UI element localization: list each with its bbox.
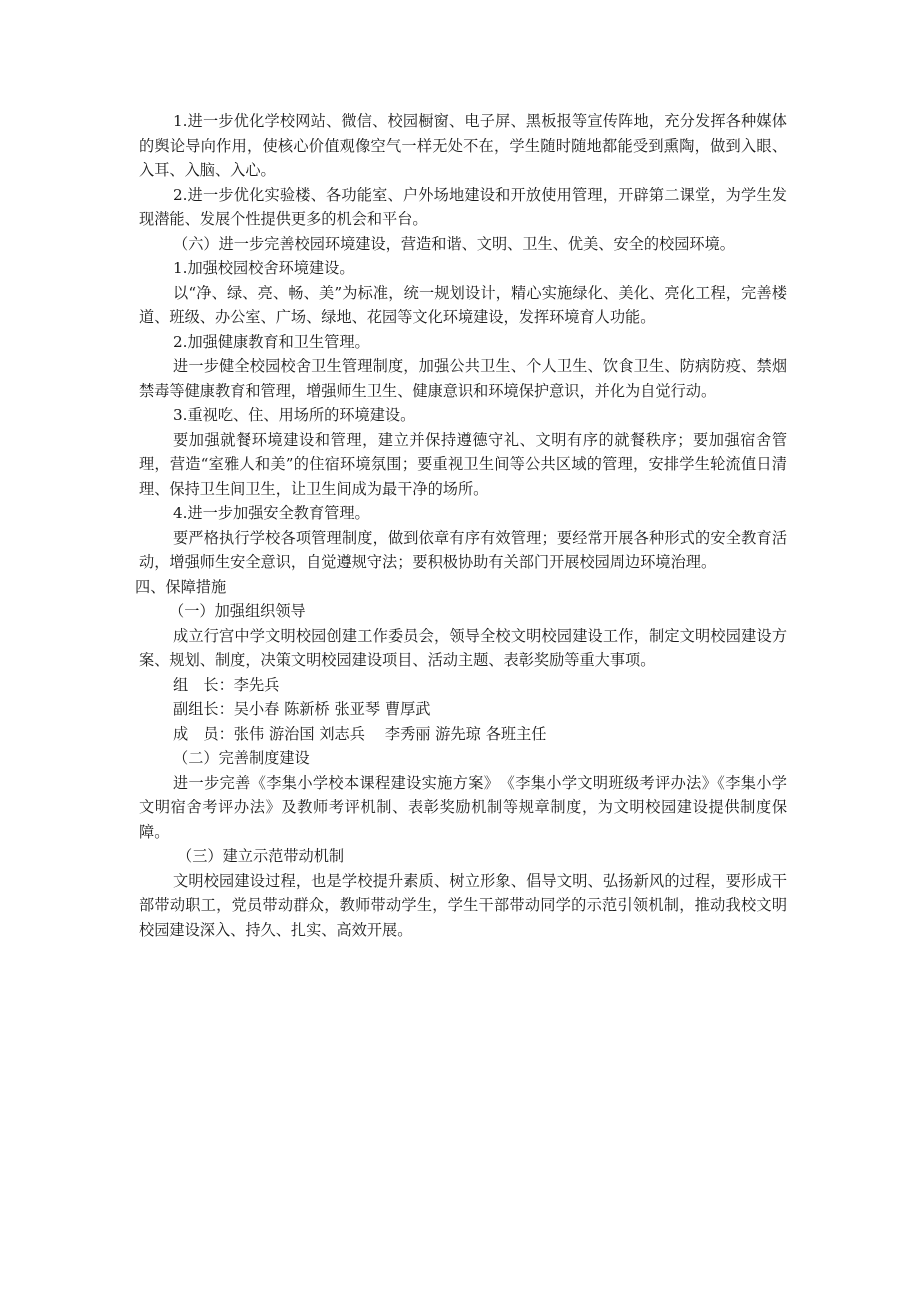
paragraph-leadership: 成立行宫中学文明校园创建工作委员会，领导全校文明校园建设工作，制定文明校园建设方案、规划、制度，决策文明校园建设项目、活动主题、表彰奖励等重大事项。 xyxy=(139,626,787,669)
subheading-leadership: （一）加强组织领导 xyxy=(169,602,306,620)
paragraph-living-environment: 要加强就餐环境建设和管理，建立并保持遵德守礼、文明有序的就餐秩序；要加强宿舍管理，营造“室雅人和美”的住宿环境氛围；要重视卫生间等公共区域的管理，安排学生轮流值日清理、保持卫生间卫生，让卫生间成为最干净的场所。 xyxy=(139,430,787,498)
paragraph-institutions: 进一步完善《李集小学校本课程建设实施方案》 《李集小学文明班级考评办法》《李集小学文明宿舍考评办法》及教师考评机制、表彰奖励机制等规章制度，为文明校园建设提供制度保障。 xyxy=(139,773,787,841)
subheading-institutions: （二）完善制度建设 xyxy=(173,749,310,767)
deputy-leaders-line: 副组长：吴小春 陈新桥 张亚琴 曹厚武 xyxy=(173,700,431,718)
subheading-health-education: 2.加强健康教育和卫生管理。 xyxy=(173,332,370,351)
paragraph-health-education: 进一步健全校园校舍卫生管理制度，加强公共卫生、个人卫生、饮食卫生、防病防疫、禁烟禁毒等健康教育和管理，增强师生卫生、健康意识和环境保护意识，并化为自觉行动。 xyxy=(139,357,787,400)
members-line: 成 员：张伟 游治国 刘志兵 李秀丽 游先琼 各班主任 xyxy=(173,724,547,743)
section-heading-environment: （六）进一步完善校园环境建设，营造和谐、文明、卫生、优美、安全的校园环境。 xyxy=(173,234,735,253)
paragraph-safety-education: 要严格执行学校各项管理制度，做到依章有序有效管理；要经常开展各种形式的安全教育活动，增强师生安全意识，自觉遵规守法；要积极协助有关部门开展校园周边环境治理。 xyxy=(139,528,787,571)
subheading-living-environment: 3.重视吃、住、用场所的环境建设。 xyxy=(173,406,416,424)
paragraph-campus-environment: 以“净、绿、亮、畅、美”为标准，统一规划设计，精心实施绿化、美化、亮化工程，完善楼道、班级、办公室、广场、绿地、花园等文化环境建设，发挥环境育人功能。 xyxy=(139,283,787,326)
paragraph-publicity-optimization: 1.进一步优化学校网站、微信、校园橱窗、电子屏、黑板报等宣传阵地，充分发挥各种媒体的舆论导向作用，使核心价值观像空气一样无处不在，学生随时随地都能受到熏陶，做到入眼、入耳、入脑、入心。 xyxy=(139,112,787,179)
subheading-campus-environment: 1.加强校园校舍环境建设。 xyxy=(173,259,355,277)
team-leader-line: 组 长：李先兵 xyxy=(173,675,280,694)
document-page xyxy=(135,109,787,942)
subheading-safety-education: 4.进一步加强安全教育管理。 xyxy=(173,504,370,522)
section-heading-safeguards: 四、保障措施 xyxy=(135,577,227,596)
paragraph-demonstration: 文明校园建设过程，也是学校提升素质、树立形象、倡导文明、弘扬新风的过程，要形成干部带动职工，党员带动群众，教师带动学生，学生干部带动同学的示范引领机制，推动我校文明校园建设深入、持久、扎实、高效开展。 xyxy=(139,871,787,939)
paragraph-lab-optimization: 2.进一步优化实验楼、各功能室、户外场地建设和开放使用管理，开辟第二课堂，为学生发现潜能、发展个性提供更多的机会和平台。 xyxy=(139,185,787,228)
subheading-demonstration: （三）建立示范带动机制 xyxy=(177,847,345,865)
